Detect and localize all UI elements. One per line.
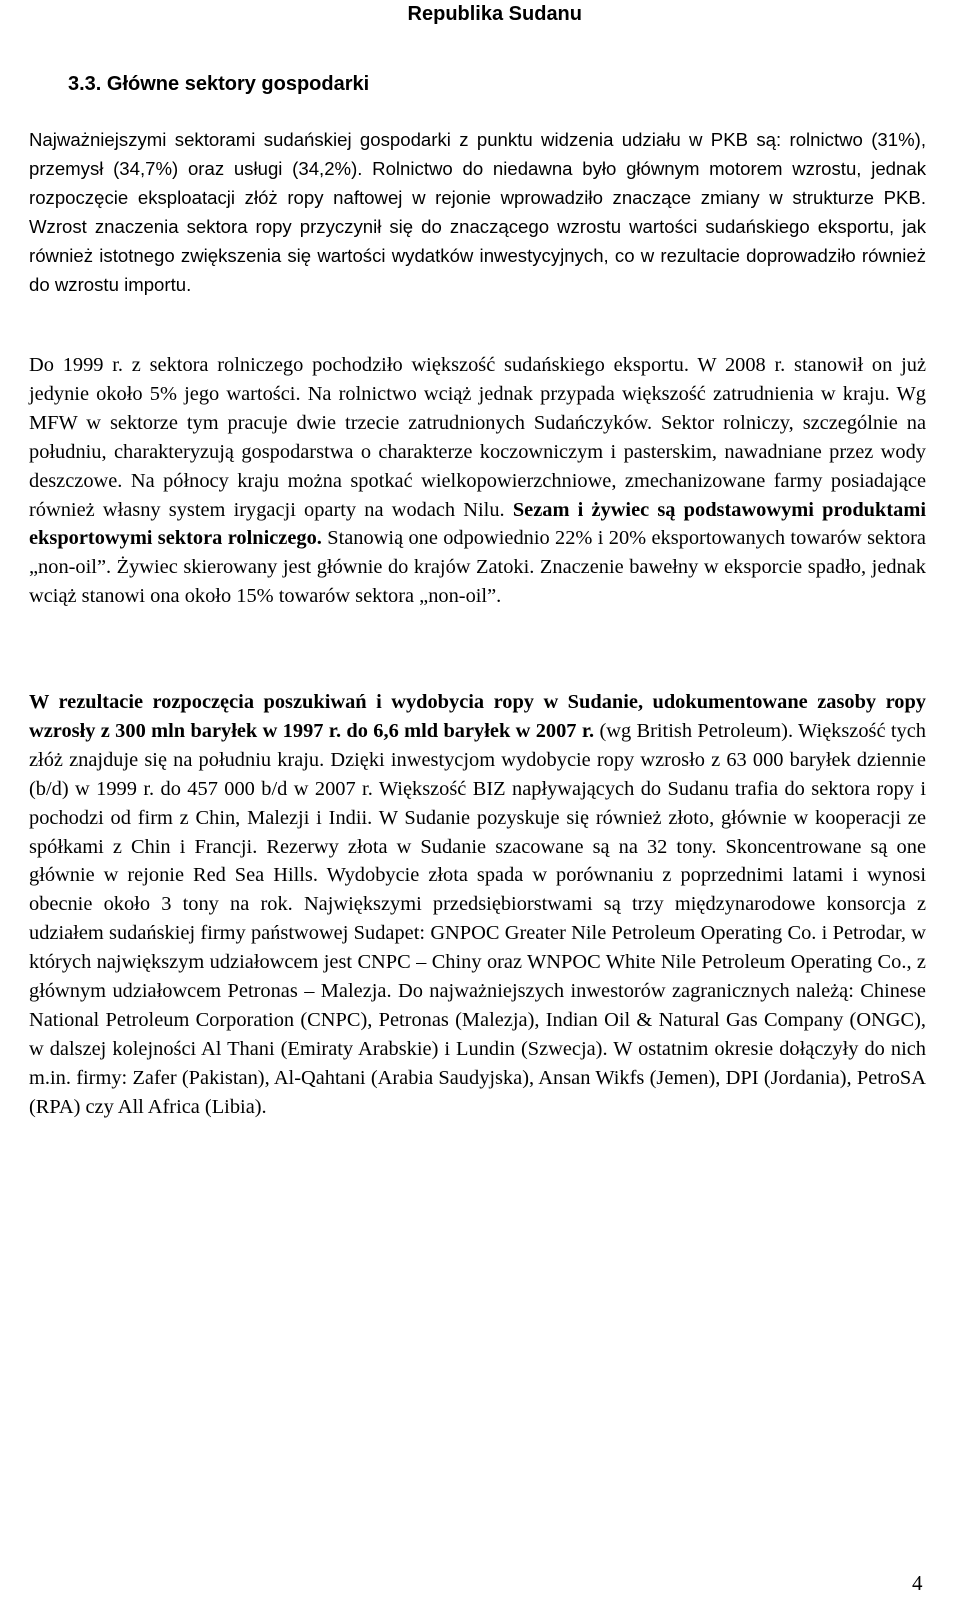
paragraph-text: Stanowią one odpowiednio 22% i 20% eksportowanych towarów sektora „non-oil”. Żywiec skierowany jest głównie do krajów Zatoki. Znaczenie bawełny w eksporcie spadło, jednak wciąż stanowi ona około 15% towarów sektora „non-oil”.: [29, 527, 926, 608]
section-title: 3.3. Główne sektory gospodarki: [68, 73, 370, 95]
bold-highlight: W rezultacie rozpoczęcia poszukiwań i wydobycia ropy w Sudanie, udokumentowane zasoby ropy wzrosły z 300 mln baryłek w 1997 r. do 6,6 mld baryłek w 2007 r.: [29, 691, 926, 742]
paragraph-sectors-overview: [29, 125, 926, 300]
page-header-country: Republika Sudanu: [407, 3, 582, 25]
paragraph-agriculture: [29, 351, 926, 611]
page-number: 4: [912, 1571, 923, 1595]
paragraph-text: Najważniejszymi sektorami sudańskiej gospodarki z punktu widzenia udziału w PKB są: rolnictwo (31%), przemysł (34,7%) oraz usługi (34,2%). Rolnictwo do niedawna było głównym motorem wzrostu, jednak rozpoczęcie eksploatacji złóż ropy naftowej w rejonie wprowadziło znaczące zmiany w strukturze PKB. Wzrost znaczenia sektora ropy przyczynił się do znaczącego wzrostu wartości sudańskiego eksportu, jak również istotnego zwiększenia się wartości wydatków inwestycyjnych, co w rezultacie doprowadziło również do wzrostu importu.: [29, 129, 926, 296]
paragraph-text: Do 1999 r. z sektora rolniczego pochodziło większość sudańskiego eksportu. W 2008 r. stanowił on już jedynie około 5% jego wartości. Na rolnictwo wciąż jednak przypada większość zatrudnienia w kraju. Wg MFW w sektorze tym pracuje dwie trzecie zatrudnionych Sudańczyków. Sektor rolniczy, szczególnie na południu, charakteryzują gospodarstwa o charakterze koczowniczym i pasterskim, nawadniane przez wody deszczowe. Na północy kraju można spotkać wielkopowierzchniowe, zmechanizowane farmy posiadające również własny system irygacji oparty na wodach Nilu.: [29, 354, 926, 521]
paragraph-text: (wg British Petroleum). Większość tych złóż znajduje się na południu kraju. Dzięki inwestycjom wydobycie ropy wzrosło z 63 000 baryłek dziennie (b/d) w 1999 r. do 457 000 b/d w 2007 r. Większość BIZ napływających do Sudanu trafia do sektora ropy i pochodzi od firm z Chin, Malezji i Indii. W Sudanie pozyskuje się również złoto, głównie w kooperacji ze spółkami z Chin i Francji. Rezerwy złota w Sudanie szacowane są na 32 tony. Skoncentrowane są one głównie w rejonie Red Sea Hills. Wydobycie złota spada w porównaniu z poprzednimi latami i wynosi obecnie około 3 tony na rok. Największymi przedsiębiorstwami są trzy międzynarodowe konsorcja z udziałem sudańskiej firmy państwowej Sudapet: GNPOC Greater Nile Petroleum Operating Co. i Petrodar, w których największym udziałowcem jest CNPC – Chiny oraz WNPOC White Nile Petroleum Operating Co., z głównym udziałowcem Petronas – Malezja. Do najważniejszych inwestorów zagranicznych należą: Chinese National Petroleum Corporation (CNPC), Petronas (Malezja), Indian Oil & Natural Gas Company (ONGC), w dalszej kolejności Al Thani (Emiraty Arabskie) i Lundin (Szwecja). W ostatnim okresie dołączyły do nich m.in. firmy: Zafer (Pakistan), Al-Qahtani (Arabia Saudyjska), Ansan Wikfs (Jemen), DPI (Jordania), PetroSA (RPA) czy All Africa (Libia).: [29, 719, 926, 1118]
paragraph-oil-and-gold: [29, 688, 926, 1122]
bold-highlight: Sezam i żywiec są podstawowymi produktami eksportowymi sektora rolniczego.: [29, 498, 926, 550]
